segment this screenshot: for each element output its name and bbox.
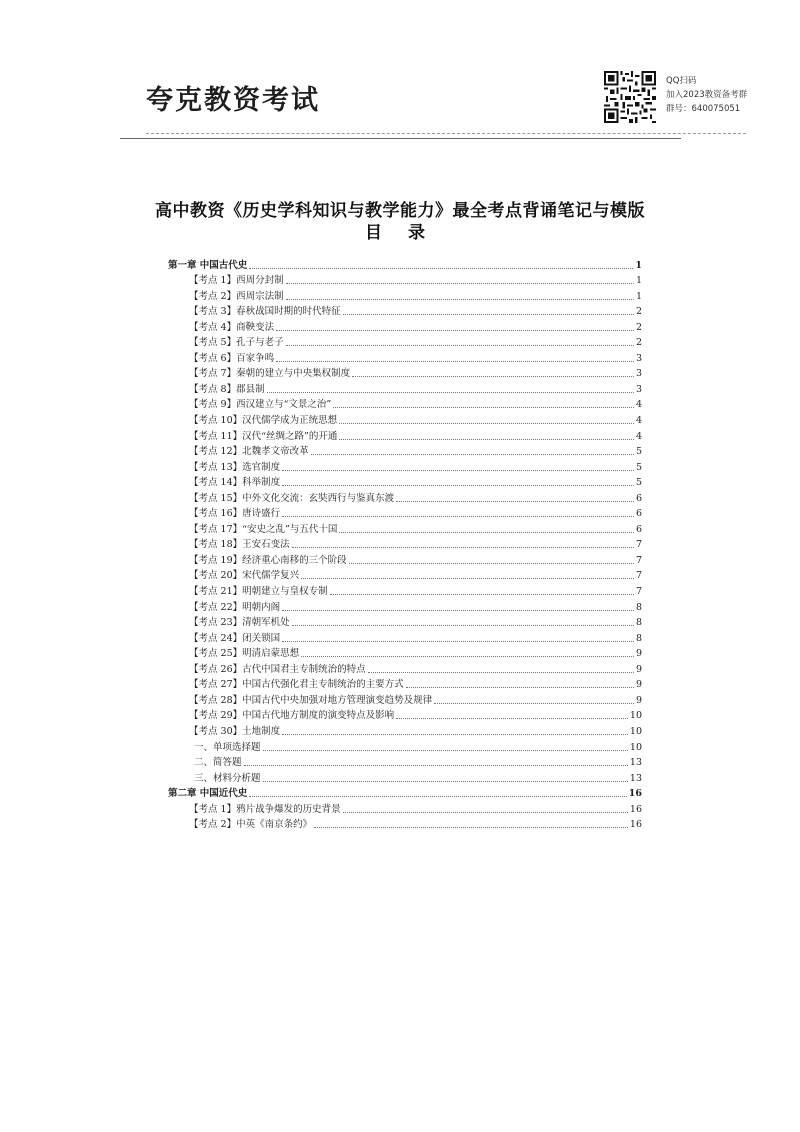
toc-page-number: 5 bbox=[635, 477, 642, 489]
toc-entry[interactable] bbox=[168, 816, 642, 832]
toc-entry-label: 【考点 14】科举制度 bbox=[189, 477, 281, 489]
toc-dot-leader bbox=[276, 330, 634, 331]
toc-entry-label: 【考点 4】商鞅变法 bbox=[189, 321, 275, 333]
toc-entry[interactable] bbox=[168, 769, 642, 785]
toc-entry[interactable] bbox=[168, 458, 642, 474]
toc-page-number: 5 bbox=[635, 446, 642, 458]
toc-dot-leader bbox=[339, 423, 634, 424]
toc-entry[interactable] bbox=[168, 691, 642, 707]
qr-code-icon bbox=[604, 71, 656, 123]
toc-entry[interactable] bbox=[168, 754, 642, 770]
toc-entry-label: 【考点 1】西周分封制 bbox=[189, 275, 284, 287]
toc-entry-label: 【考点 23】清朝军机处 bbox=[189, 617, 290, 629]
toc-page-number: 8 bbox=[635, 601, 642, 613]
header-dashed-rule bbox=[146, 133, 746, 134]
toc-dot-leader bbox=[301, 656, 634, 657]
toc-page-number: 10 bbox=[629, 725, 642, 737]
qr-caption bbox=[666, 74, 747, 116]
toc-entry[interactable] bbox=[168, 287, 642, 303]
toc-entry-label: 【考点 2】西周宗法制 bbox=[189, 290, 284, 302]
toc-page-number: 8 bbox=[635, 617, 642, 629]
toc-dot-leader bbox=[263, 781, 628, 782]
toc-dot-leader bbox=[282, 641, 634, 642]
toc-entry[interactable] bbox=[168, 645, 642, 661]
toc-entry-label: 【考点 18】王安石变法 bbox=[189, 539, 290, 551]
toc-dot-leader bbox=[286, 299, 634, 300]
toc-entry-label: 【考点 3】春秋战国时期的时代特征 bbox=[189, 306, 341, 318]
toc-entry[interactable] bbox=[168, 365, 642, 381]
toc-entry[interactable] bbox=[168, 349, 642, 365]
toc-page-number: 7 bbox=[635, 586, 642, 598]
toc-page-number: 9 bbox=[635, 694, 642, 706]
toc-entry-label: 【考点 24】闭关锁国 bbox=[189, 632, 281, 644]
toc-dot-leader bbox=[406, 687, 634, 688]
toc-entry-label: 【考点 20】宋代儒学复兴 bbox=[189, 570, 300, 582]
toc-entry-label: 【考点 29】中国古代地方制度的演变特点及影响 bbox=[189, 710, 395, 722]
toc-page-number: 9 bbox=[635, 648, 642, 660]
toc-dot-leader bbox=[343, 314, 634, 315]
toc-heading: 目 录 bbox=[365, 223, 435, 243]
toc-dot-leader bbox=[368, 672, 634, 673]
toc-entry-label: 【考点 17】“安史之乱”与五代十国 bbox=[189, 523, 338, 535]
toc-page-number: 16 bbox=[629, 819, 642, 831]
qr-caption-line: QQ扫码 bbox=[666, 76, 697, 86]
toc-entry[interactable] bbox=[168, 536, 642, 552]
toc-entry[interactable] bbox=[168, 380, 642, 396]
toc-entry[interactable] bbox=[168, 411, 642, 427]
toc-dot-leader bbox=[263, 750, 628, 751]
toc-dot-leader bbox=[244, 765, 628, 766]
toc-entry-label: 【考点 9】西汉建立与“文景之治” bbox=[189, 399, 332, 411]
toc-entry[interactable] bbox=[168, 303, 642, 319]
toc-entry-label: 第一章 中国古代史 bbox=[168, 259, 248, 271]
toc-entry-label: 【考点 8】郡县制 bbox=[189, 383, 265, 395]
toc-entry-label: 【考点 13】选官制度 bbox=[189, 461, 281, 473]
toc-dot-leader bbox=[292, 547, 634, 548]
toc-page-number: 9 bbox=[635, 679, 642, 691]
toc-page-number: 7 bbox=[635, 539, 642, 551]
toc-dot-leader bbox=[339, 439, 634, 440]
qr-caption-line: 群号：640075051 bbox=[666, 104, 741, 114]
toc-page-number: 10 bbox=[629, 741, 642, 753]
toc-page-number: 13 bbox=[629, 757, 642, 769]
toc-dot-leader bbox=[276, 361, 634, 362]
toc-entry-label: 【考点 11】汉代“丝绸之路”的开通 bbox=[189, 430, 338, 442]
toc-entry-label: 【考点 27】中国古代强化君主专制统治的主要方式 bbox=[189, 679, 404, 691]
toc-entry-label: 【考点 10】汉代儒学成为正统思想 bbox=[189, 415, 338, 427]
toc-entry[interactable] bbox=[168, 334, 642, 350]
toc-chapter-entry[interactable] bbox=[168, 256, 642, 272]
toc-page-number: 3 bbox=[635, 352, 642, 364]
toc-entry[interactable] bbox=[168, 474, 642, 490]
toc-dot-leader bbox=[249, 268, 633, 269]
toc-page-number: 1 bbox=[635, 290, 642, 302]
toc-page-number: 5 bbox=[635, 461, 642, 473]
toc-page-number: 1 bbox=[635, 259, 642, 271]
toc-dot-leader bbox=[282, 485, 634, 486]
toc-page-number: 2 bbox=[635, 337, 642, 349]
toc-entry[interactable] bbox=[168, 722, 642, 738]
document-title: 高中教资《历史学科知识与教学能力》最全考点背诵笔记与模版 bbox=[155, 201, 645, 221]
toc-entry-label: 第二章 中国近代史 bbox=[168, 788, 248, 800]
toc-dot-leader bbox=[282, 516, 634, 517]
toc-entry[interactable] bbox=[168, 551, 642, 567]
toc-entry-label: 【考点 15】中外文化交流：玄奘西行与鉴真东渡 bbox=[189, 492, 395, 504]
toc-chapter-entry[interactable] bbox=[168, 785, 642, 801]
toc-entry-label: 【考点 26】古代中国君主专制统治的特点 bbox=[189, 663, 366, 675]
header-rule bbox=[120, 138, 681, 139]
toc-entry[interactable] bbox=[168, 443, 642, 459]
brand-logo-text: 夸克教资考试 bbox=[146, 85, 320, 116]
toc-page-number: 4 bbox=[635, 415, 642, 427]
toc-dot-leader bbox=[343, 812, 628, 813]
toc-dot-leader bbox=[349, 563, 634, 564]
toc-dot-leader bbox=[396, 501, 634, 502]
toc-dot-leader bbox=[286, 345, 634, 346]
toc-entry[interactable] bbox=[168, 520, 642, 536]
toc-entry[interactable] bbox=[168, 738, 642, 754]
toc-dot-leader bbox=[286, 283, 634, 284]
toc-entry[interactable] bbox=[168, 505, 642, 521]
toc-entry[interactable] bbox=[168, 427, 642, 443]
toc-entry[interactable] bbox=[168, 489, 642, 505]
toc-entry-label: 【考点 5】孔子与老子 bbox=[189, 337, 284, 349]
toc-entry-label: 【考点 28】中国古代中央加强对地方管理演变趋势及规律 bbox=[189, 694, 433, 706]
toc-page-number: 2 bbox=[635, 321, 642, 333]
toc-dot-leader bbox=[339, 532, 634, 533]
toc-dot-leader bbox=[282, 610, 634, 611]
toc-page-number: 7 bbox=[635, 570, 642, 582]
toc-page-number: 4 bbox=[635, 430, 642, 442]
toc-entry-label: 【考点 22】明朝内阁 bbox=[189, 601, 281, 613]
toc-dot-leader bbox=[352, 376, 634, 377]
toc-page-number: 1 bbox=[635, 275, 642, 287]
toc-entry-label: 【考点 2】中英《南京条约》 bbox=[189, 819, 313, 831]
toc-entry-label: 【考点 7】秦朝的建立与中央集权制度 bbox=[189, 368, 351, 380]
toc-entry[interactable] bbox=[168, 598, 642, 614]
toc-entry-label: 【考点 16】唐诗盛行 bbox=[189, 508, 281, 520]
qr-caption-line: 加入2023教资备考群 bbox=[666, 90, 748, 100]
toc-dot-leader bbox=[311, 454, 634, 455]
toc-page-number: 3 bbox=[635, 383, 642, 395]
toc-page-number: 4 bbox=[635, 399, 642, 411]
toc-entry-label: 【考点 25】明清启蒙思想 bbox=[189, 648, 300, 660]
toc-dot-leader bbox=[301, 578, 634, 579]
toc-page-number: 16 bbox=[629, 803, 642, 815]
table-of-contents bbox=[168, 256, 642, 831]
toc-entry[interactable] bbox=[168, 318, 642, 334]
toc-dot-leader bbox=[396, 718, 628, 719]
toc-entry-label: 三、材料分析题 bbox=[194, 772, 261, 784]
toc-entry-label: 【考点 30】土地制度 bbox=[189, 725, 281, 737]
toc-page-number: 6 bbox=[635, 523, 642, 535]
toc-entry[interactable] bbox=[168, 660, 642, 676]
toc-dot-leader bbox=[330, 594, 634, 595]
toc-dot-leader bbox=[249, 796, 626, 797]
toc-dot-leader bbox=[333, 407, 634, 408]
toc-page-number: 6 bbox=[635, 508, 642, 520]
toc-entry-label: 【考点 21】明朝建立与皇权专制 bbox=[189, 586, 328, 598]
toc-page-number: 6 bbox=[635, 492, 642, 504]
toc-entry[interactable] bbox=[168, 676, 642, 692]
toc-dot-leader bbox=[434, 703, 634, 704]
page-header bbox=[0, 0, 800, 150]
toc-page-number: 16 bbox=[628, 788, 642, 800]
toc-page-number: 8 bbox=[635, 632, 642, 644]
toc-entry[interactable] bbox=[168, 272, 642, 288]
toc-entry-label: 【考点 6】百家争鸣 bbox=[189, 352, 275, 364]
toc-page-number: 13 bbox=[629, 772, 642, 784]
toc-dot-leader bbox=[314, 827, 628, 828]
toc-entry-label: 【考点 12】北魏孝文帝改革 bbox=[189, 446, 309, 458]
toc-dot-leader bbox=[267, 392, 634, 393]
toc-entry[interactable] bbox=[168, 800, 642, 816]
toc-entry[interactable] bbox=[168, 582, 642, 598]
toc-page-number: 9 bbox=[635, 663, 642, 675]
toc-page-number: 3 bbox=[635, 368, 642, 380]
toc-dot-leader bbox=[282, 470, 634, 471]
toc-entry-label: 【考点 19】经济重心南移的三个阶段 bbox=[189, 554, 347, 566]
toc-entry-label: 【考点 1】鸦片战争爆发的历史背景 bbox=[189, 803, 341, 815]
toc-page-number: 2 bbox=[635, 306, 642, 318]
toc-entry[interactable] bbox=[168, 567, 642, 583]
toc-entry[interactable] bbox=[168, 629, 642, 645]
toc-page-number: 7 bbox=[635, 554, 642, 566]
toc-dot-leader bbox=[292, 625, 634, 626]
toc-entry-label: 二、简答题 bbox=[194, 757, 242, 769]
toc-entry[interactable] bbox=[168, 614, 642, 630]
toc-dot-leader bbox=[282, 734, 628, 735]
toc-page-number: 10 bbox=[629, 710, 642, 722]
toc-entry-label: 一、单项选择题 bbox=[194, 741, 261, 753]
toc-entry[interactable] bbox=[168, 707, 642, 723]
toc-entry[interactable] bbox=[168, 396, 642, 412]
